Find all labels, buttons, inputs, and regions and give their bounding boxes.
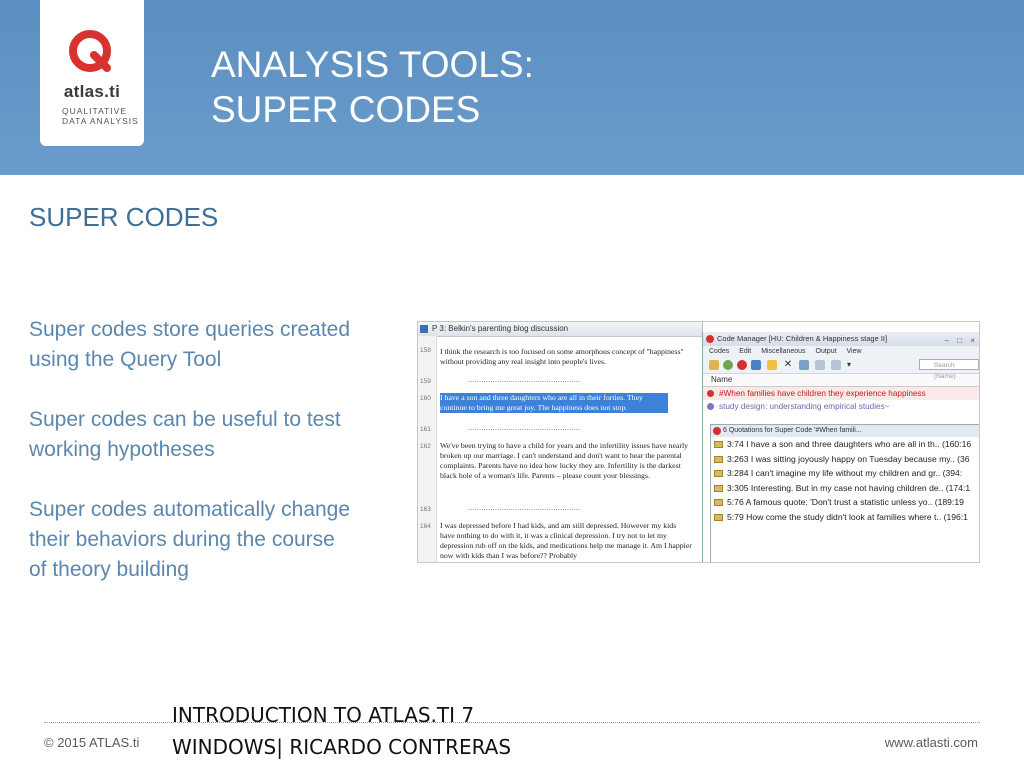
code-manager-window — [702, 332, 980, 563]
paragraph-separator: .................................................. — [468, 424, 581, 432]
menu-output[interactable]: Output — [815, 348, 837, 355]
quotation-row[interactable] — [711, 437, 980, 452]
code-manager-title: Code Manager [HU: Children & Happiness stage II] — [717, 334, 888, 343]
logo-tagline-line2: DATA ANALYSIS — [62, 116, 139, 126]
logo-name: atlas.ti — [63, 82, 121, 101]
bullet-3 — [29, 495, 401, 585]
menu-edit[interactable]: Edit — [739, 348, 752, 355]
logo-tagline-line1: QUALITATIVE — [62, 106, 128, 116]
quotation-label: 3:284 I can't imagine my life without my children and gr.. (394: — [727, 468, 963, 478]
line-number: 158 — [420, 347, 431, 354]
primary-document-pane — [418, 322, 703, 563]
paragraph-158[interactable]: I think the research is too focused on some amorphous concept of "happiness" without providing any real insight into people's lives. — [440, 347, 684, 366]
network-icon[interactable] — [799, 360, 809, 370]
paragraph-164[interactable]: I was depressed before I had kids, and am still depressed. However my kids have nothing to do with it, it was a clinical depression. I try not to let my depression rub off on the kids, and medications help me manage it. Am I happier now with kids than I was before?? Probably — [440, 521, 692, 560]
quotation-label: 5:79 How come the study didn't look at families where t.. (196:1 — [727, 511, 968, 522]
super-code-icon — [707, 390, 714, 397]
bullet-1-line1: Super codes store queries created — [29, 318, 351, 341]
document-title-bar — [418, 322, 702, 337]
comment-icon[interactable] — [767, 360, 777, 370]
line-number: 161 — [420, 426, 431, 433]
quotation-row[interactable] — [711, 466, 980, 481]
bullet-2-line2: working hypotheses — [29, 438, 215, 461]
section-title: SUPER CODES — [29, 202, 219, 232]
bullet-1-line2: using the Query Tool — [29, 348, 222, 371]
line-number: 159 — [420, 378, 431, 385]
quotation-icon — [714, 485, 723, 492]
quotation-icon — [714, 514, 723, 521]
paragraph-separator: .................................................. — [468, 504, 581, 512]
quotation-icon — [714, 456, 723, 463]
view-dropdown-chevron-down-icon[interactable]: ▾ — [847, 360, 852, 369]
line-number: 163 — [420, 506, 431, 513]
quotation-row[interactable] — [711, 495, 980, 510]
filter-icon[interactable] — [723, 360, 733, 370]
bullet-3-line1: Super codes automatically change — [29, 498, 351, 521]
menu-view[interactable]: View — [846, 348, 862, 355]
bullet-3-line3: of theory building — [29, 558, 189, 581]
code-icon — [707, 403, 714, 410]
new-code-icon[interactable] — [709, 360, 719, 370]
quotation-row[interactable] — [711, 452, 980, 467]
slide-header — [0, 0, 1024, 175]
quotations-title-bar — [711, 425, 980, 437]
paragraph-separator: .................................................. — [468, 376, 581, 384]
code-label: study design: understanding empirical studies~ — [719, 402, 890, 411]
column-header-name[interactable]: Name — [703, 374, 980, 387]
code-manager-toolbar — [703, 357, 980, 380]
code-manager-title-bar — [703, 332, 980, 346]
quotation-label: 5:76 A famous quote: 'Don't trust a statistic unless yo.. (189:19 — [727, 497, 964, 507]
quotation-icon — [714, 499, 723, 506]
menu-codes[interactable]: Codes — [709, 348, 730, 355]
bullet-2 — [29, 405, 401, 465]
atlasti-app-icon — [706, 335, 714, 343]
line-number: 164 — [420, 523, 431, 530]
code-manager-menubar — [703, 346, 980, 357]
quotation-row[interactable] — [711, 510, 980, 525]
footer-presentation-title — [172, 699, 511, 763]
code-list-item[interactable] — [703, 400, 980, 413]
menu-miscellaneous[interactable]: Miscellaneous — [761, 348, 806, 355]
code-label: #When families have children they experience happiness — [719, 389, 926, 398]
footer-copyright: © 2015 ATLAS.ti — [44, 735, 140, 750]
paragraph-162[interactable]: We've been trying to have a child for years and the infertility issues have nearly broken up our marriage. I can't understand and don't want to hear the parental complaints. Parents have no idea how lucky they are. Infertility is the darkest black hole of a woman's life. Parents – please count your blessings. — [440, 441, 689, 480]
atlasti-logo — [40, 0, 144, 146]
details-view-icon[interactable] — [831, 360, 841, 370]
quotations-title: 6 Quotations for Super Code '#When famili... — [723, 427, 862, 434]
quotation-row[interactable] — [711, 481, 980, 496]
bullet-2-line1: Super codes can be useful to test — [29, 408, 341, 431]
slide-title-line1: ANALYSIS TOOLS: — [211, 44, 534, 85]
slide-title-line2: SUPER CODES — [211, 89, 481, 130]
quotation-label: 3:263 I was sitting joyously happy on Tuesday because my.. (36 — [727, 453, 970, 464]
window-controls[interactable]: – □ × — [944, 336, 978, 345]
document-icon — [420, 325, 428, 333]
color-icon[interactable] — [737, 360, 747, 370]
quotation-icon — [714, 441, 723, 448]
footer-title-line1: INTRODUCTION TO ATLAS.TI 7 — [172, 703, 475, 727]
bullet-1 — [29, 315, 401, 375]
link-icon[interactable] — [751, 360, 761, 370]
atlasti-screenshot — [417, 321, 980, 563]
quotation-icon — [714, 470, 723, 477]
footer-website-link[interactable]: www.atlasti.com — [884, 735, 978, 750]
document-title: P 3: Belkin's parenting blog discussion — [432, 324, 569, 333]
footer-title-line2: WINDOWS| RICARDO CONTRERAS — [172, 735, 512, 759]
line-number: 162 — [420, 443, 431, 450]
quotation-label: 3:74 I have a son and three daughters who are all in th.. (160:16 — [727, 439, 972, 449]
atlasti-app-icon — [713, 427, 721, 435]
bullet-3-line2: their behaviors during the course — [29, 528, 335, 551]
quotation-label: 3:305 Interesting. But in my case not having children de.. (174:1 — [727, 482, 971, 493]
quotations-window — [710, 424, 980, 563]
delete-icon[interactable]: ✕ — [783, 359, 793, 370]
line-number: 160 — [420, 395, 431, 402]
search-input[interactable]: Search (Name) — [919, 359, 979, 370]
list-view-icon[interactable] — [815, 360, 825, 370]
selected-quotation-160[interactable]: I have a son and three daughters who are all in their forties. They continue to bring me great joy. The happiness does not stop. — [440, 393, 668, 413]
logo-tagline — [62, 106, 139, 126]
slide-title — [211, 42, 534, 132]
code-list-item[interactable] — [703, 387, 980, 400]
atlasti-logo-mark-icon — [67, 28, 113, 74]
